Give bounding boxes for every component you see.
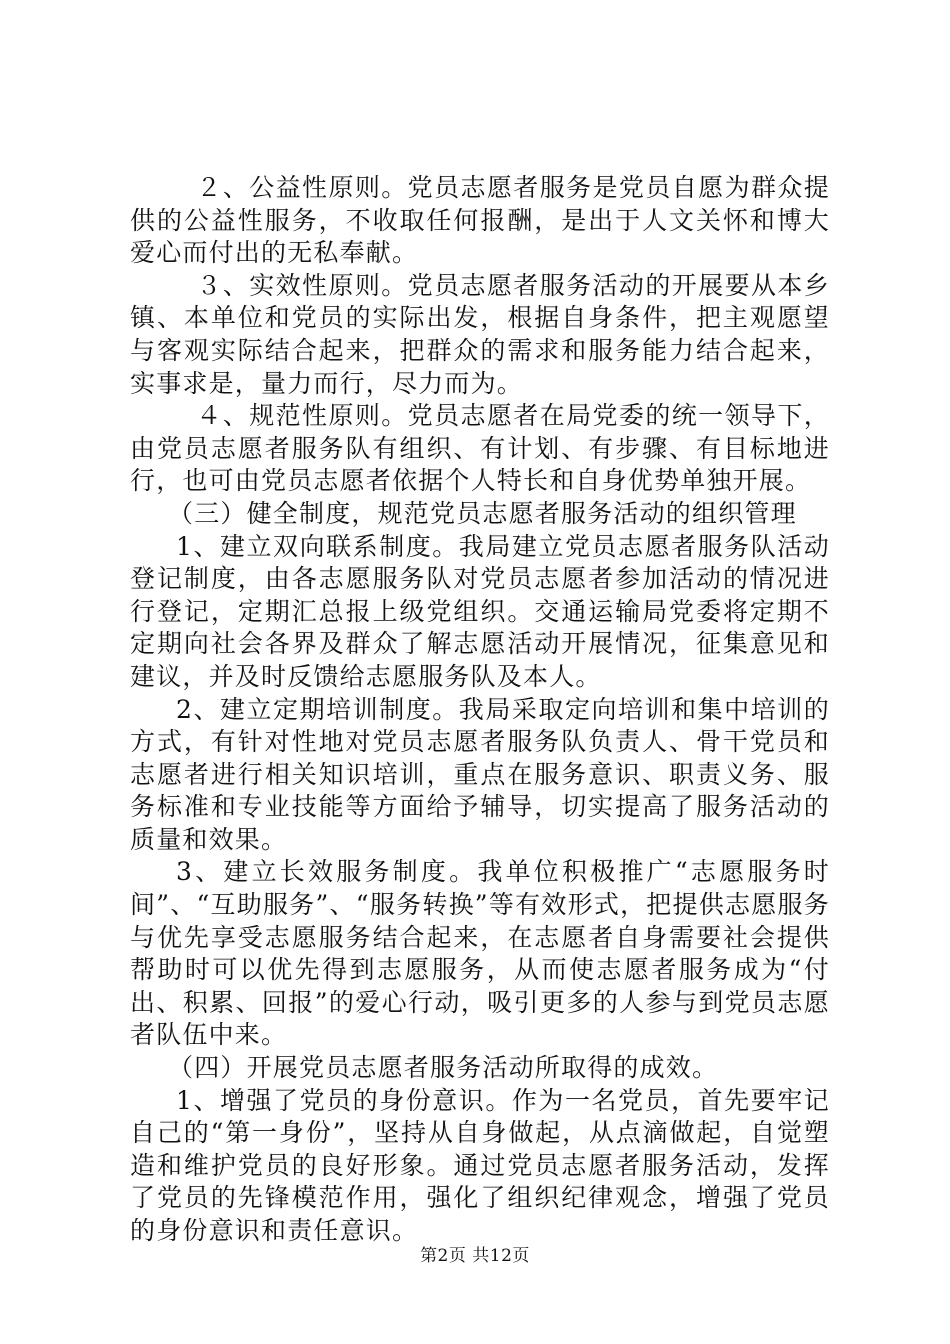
paragraph-system-1: 1、建立双向联系制度。我局建立党员志愿者服务队活动登记制度，由各志愿服务队对党员志愿者参加活动的情况进行登记，定期汇总报上级党组织。交通运输局党委将定期不定期向社会各界及群众了解志愿活动开展情况，征集意见和建议，并及时反馈给志愿服务队及本人。: [130, 531, 830, 691]
paragraph-system-3: 3、建立长效服务制度。我单位积极推广“志愿服务时间”、“互助服务”、“服务转换”等有效形式，把提供志愿服务与优先享受志愿服务结合起来，在志愿者自身需要社会提供帮助时可以优先得到志愿服务，从而使志愿者服务成为“付出、积累、回报”的爱心行动，吸引更多的人参与到党员志愿者队伍中来。: [130, 857, 830, 1050]
paragraph-principle-3: ３、实效性原则。党员志愿者服务活动的开展要从本乡镇、本单位和党员的实际出发，根据自身条件，把主观愿望与客观实际结合起来，把群众的需求和服务能力结合起来，实事求是，量力而行，尽力而为。: [130, 270, 830, 398]
section-heading-4: （四）开展党员志愿者服务活动所取得的成效。: [168, 1053, 719, 1083]
paragraph-principle-4: ４、规范性原则。党员志愿者在局党委的统一领导下，由党员志愿者服务队有组织、有计划、有步骤、有目标地进行，也可由党员志愿者依据个人特长和自身优势单独开展。: [130, 401, 830, 496]
page-number: 第2页 共12页: [420, 1246, 530, 1266]
section-heading-3: （三）健全制度，规范党员志愿者服务活动的组织管理: [168, 498, 797, 528]
paragraph-system-2: 2、建立定期培训制度。我局采取定向培训和集中培训的方式，有针对性地对党员志愿者服务队负责人、骨干党员和志愿者进行相关知识培训，重点在服务意识、职责义务、服务标准和专业技能等方面给予辅导，切实提高了服务活动的质量和效果。: [130, 694, 830, 854]
paragraph-result-1: 1、增强了党员的身份意识。作为一名党员，首先要牢记自己的“第一身份”，坚持从自身做起，从点滴做起，自觉塑造和维护党员的良好形象。通过党员志愿者服务活动，发挥了党员的先锋模范作用，强化了组织纪律观念，增强了党员的身份意识和责任意识。: [130, 1085, 830, 1245]
document-body: [130, 172, 830, 1248]
paragraph-principle-2: ２、公益性原则。党员志愿者服务是党员自愿为群众提供的公益性服务，不收取任何报酬，是出于人文关怀和博大爱心而付出的无私奉献。: [130, 173, 830, 268]
